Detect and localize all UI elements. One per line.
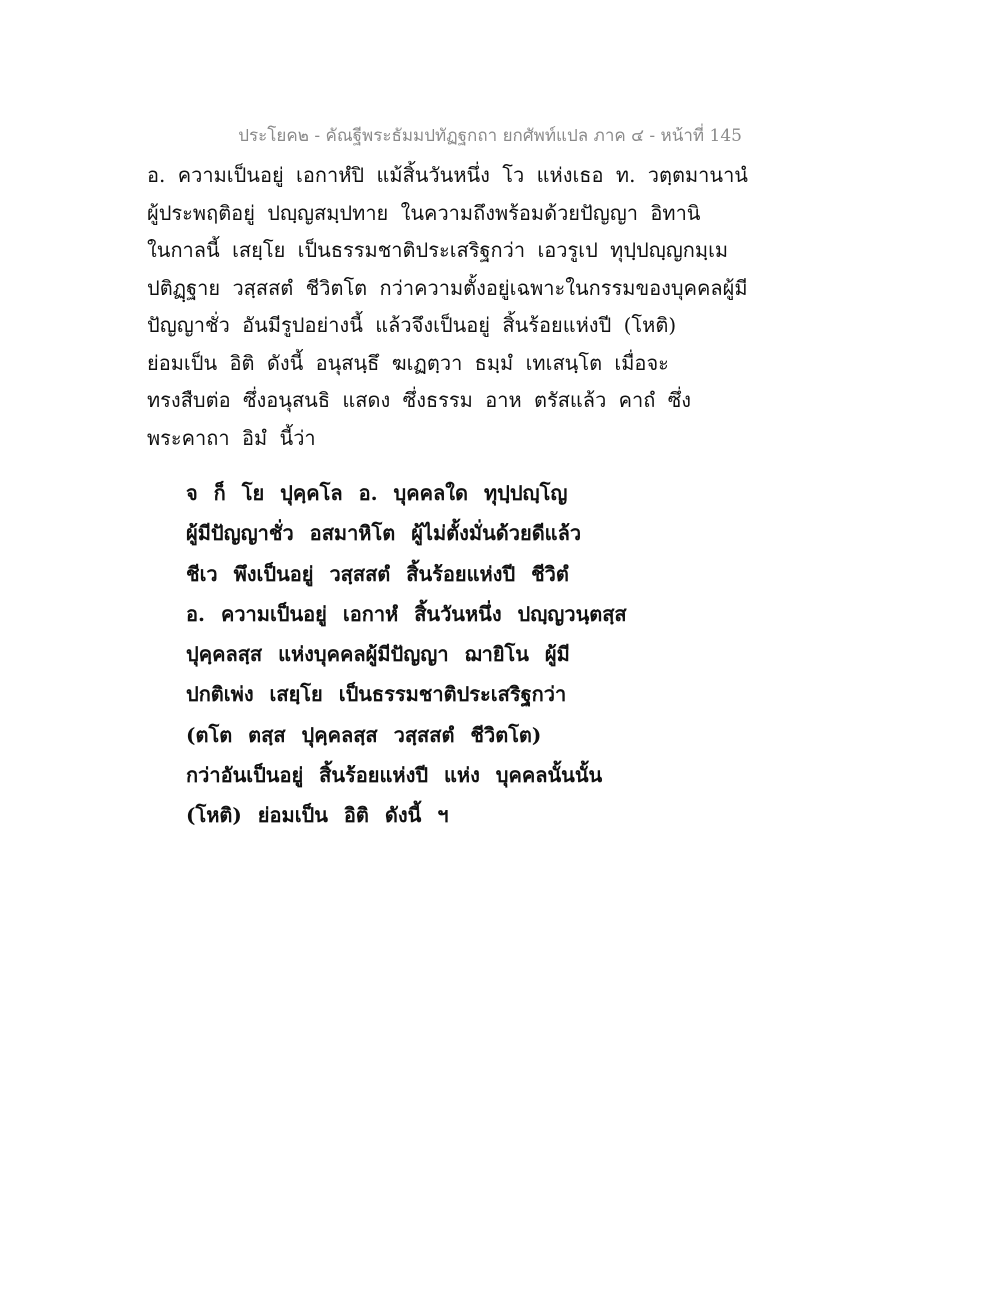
- verse-line: ชีเว พึงเป็นอยู่ วสฺสสตํ สิ้นร้อยแห่งปี ชีวิตํ: [186, 561, 569, 586]
- verse-line: ผู้มีปัญญาชั่ว อสมาหิโต ผู้ไม่ตั้งมั่นด้วยดีแล้ว: [186, 521, 582, 546]
- verse-line: ปกติเพ่ง เสยฺโย เป็นธรรมชาติประเสริฐกว่า: [186, 682, 567, 707]
- verse-line: ปุคฺคลสฺส แห่งบุคคลผู้มีปัญญา ฌายิโน ผู้มี: [186, 642, 570, 667]
- verse-line: (ตโต ตสฺส ปุคฺคลสฺส วสฺสสตํ ชีวิตโต): [186, 722, 542, 747]
- page-header: ประโยค๒ - คัณฐีพระธัมมปทัฏฐกถา ยกศัพท์แปล ภาค ๔ - หน้าที่ 145: [238, 126, 742, 146]
- verse-line: (โหติ) ย่อมเป็น อิติ ดังนี้ ฯ: [186, 803, 449, 828]
- body-line: ในกาลนี้ เสยฺโย เป็นธรรมชาติประเสริฐกว่า เอวรูเป ทุปฺปญฺญกมฺเม: [147, 238, 729, 262]
- verse-line: กว่าอันเป็นอยู่ สิ้นร้อยแห่งปี แห่ง บุคคลนั้นนั้น: [186, 763, 603, 788]
- body-text: [147, 158, 767, 458]
- body-line: ปติฏฺฐาย วสฺสสตํ ชีวิตโต กว่าความตั้งอยู่เฉพาะในกรรมของบุคคลผู้มี: [147, 275, 748, 300]
- verse-line: อ. ความเป็นอยู่ เอกาหํ สิ้นวันหนึ่ง ปญฺญวนฺตสฺส: [186, 601, 627, 626]
- verse-block: [186, 476, 746, 839]
- body-line: ปัญญาชั่ว อันมีรูปอย่างนี้ แล้วจึงเป็นอยู่ สิ้นร้อยแห่งปี (โหติ): [147, 313, 677, 337]
- body-line: ย่อมเป็น อิติ ดังนี้ อนุสนฺธึ ฆเฏตฺวา ธมฺมํ เทเสนฺโต เมื่อจะ: [147, 350, 669, 375]
- body-line: อ. ความเป็นอยู่ เอกาหํปิ แม้สิ้นวันหนึ่ง โว แห่งเธอ ท. วตฺตมานานํ: [147, 163, 748, 187]
- body-line: ผู้ประพฤติอยู่ ปญฺญสมฺปทาย ในความถึงพร้อมด้วยปัญญา อิทานิ: [147, 200, 701, 225]
- body-line: ทรงสืบต่อ ซึ่งอนุสนธิ แสดง ซึ่งธรรม อาห ตรัสแล้ว คาถํ ซึ่ง: [147, 388, 692, 412]
- body-line: พระคาถา อิมํ นี้ว่า: [147, 425, 316, 450]
- verse-line: จ ก็ โย ปุคฺคโล อ. บุคคลใด ทุปฺปญฺโญ: [186, 481, 568, 505]
